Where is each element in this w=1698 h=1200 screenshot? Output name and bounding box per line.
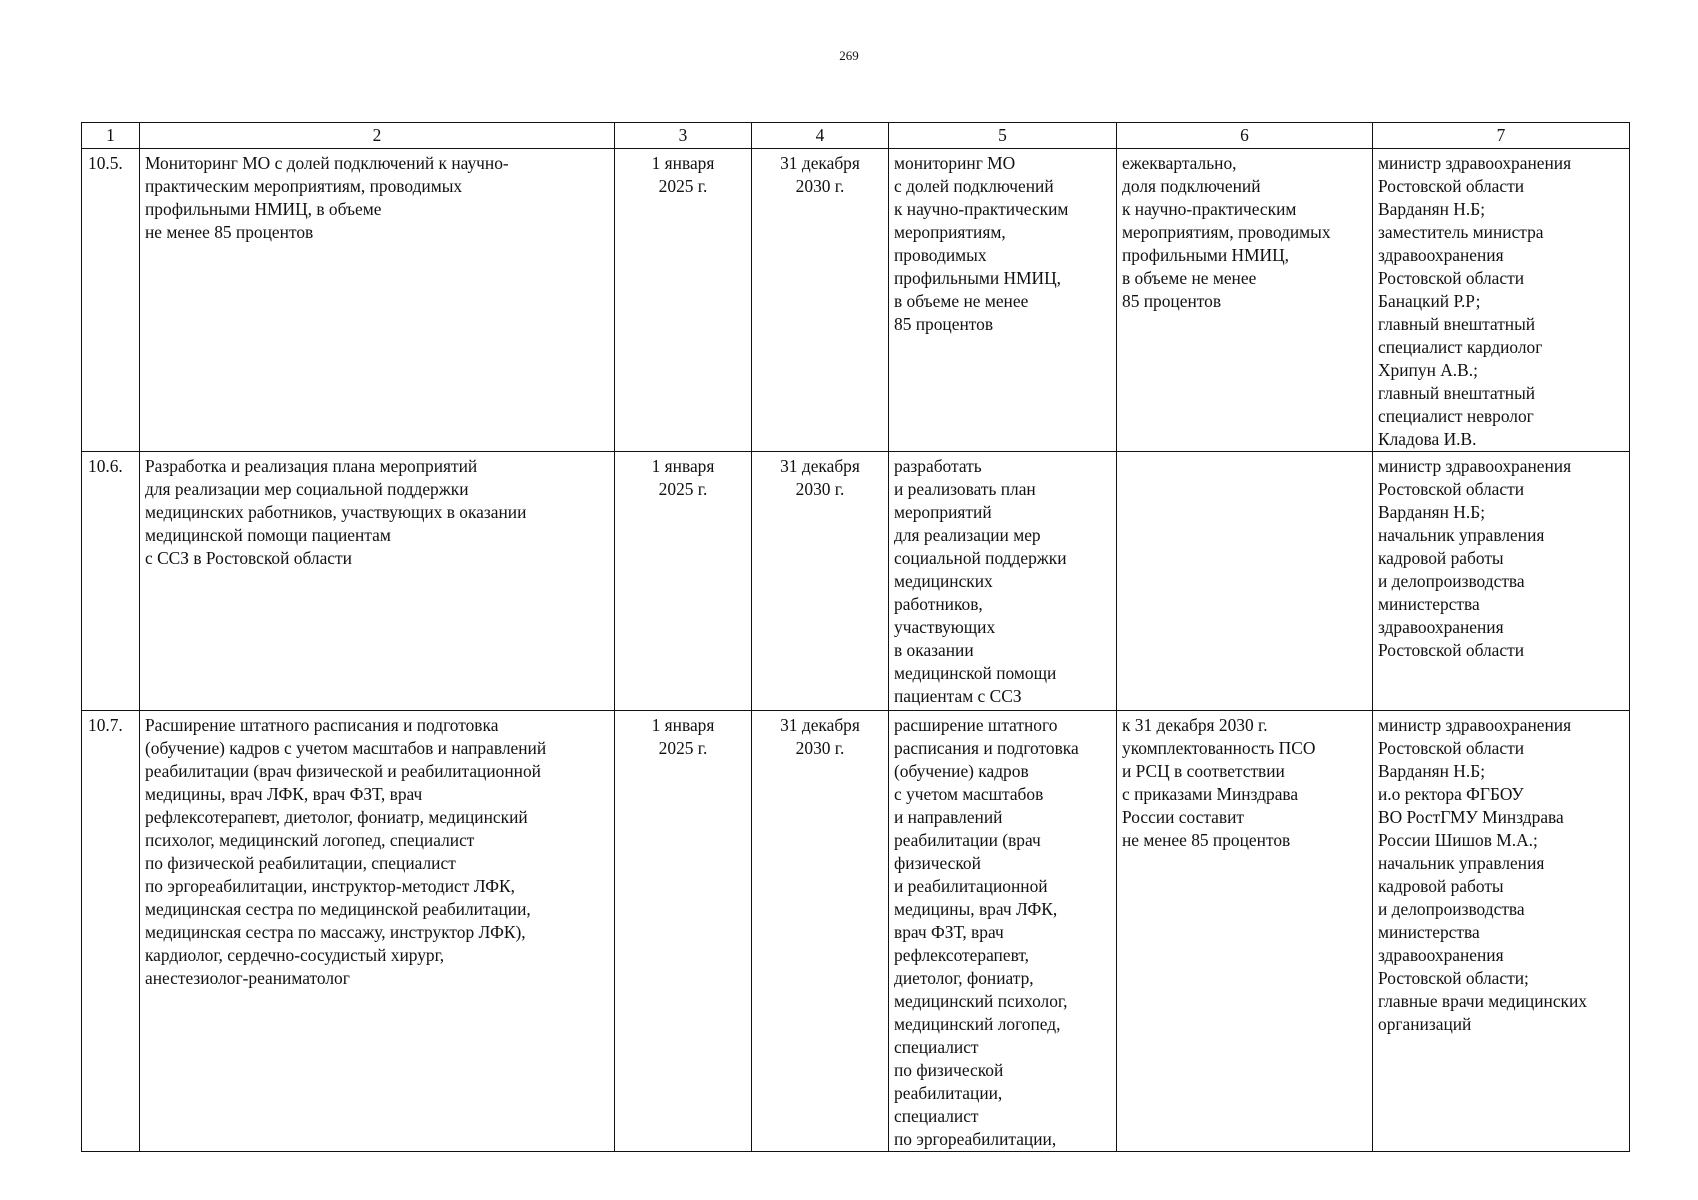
column-header-7: 7 bbox=[1373, 123, 1630, 149]
result-cell: разработать и реализовать план мероприятий для реализации мер социальной поддержки медицинских работников, участвующих в оказании медицинской помощи пациентам с ССЗ bbox=[889, 452, 1117, 711]
column-header-2: 2 bbox=[140, 123, 615, 149]
indicator-cell: ежеквартально, доля подключений к научно-практическим мероприятиям, проводимых профильными НМИЦ, в объеме не менее 85 процентов bbox=[1117, 149, 1373, 452]
task-cell: Разработка и реализация плана мероприятий для реализации мер социальной поддержки медицинских работников, участвующих в оказании медицинской помощи пациентам с ССЗ в Ростовской области bbox=[140, 452, 615, 711]
column-header-5: 5 bbox=[889, 123, 1117, 149]
end-date-cell: 31 декабря 2030 г. bbox=[752, 711, 889, 1152]
plan-table bbox=[81, 122, 1630, 1152]
start-date-cell: 1 января 2025 г. bbox=[615, 711, 752, 1152]
column-header-4: 4 bbox=[752, 123, 889, 149]
responsible-cell: министр здравоохранения Ростовской области Варданян Н.Б; и.о ректора ФГБОУ ВО РостГМУ Минздрава России Шишов М.А.; начальник управления кадровой работы и делопроизводства министерства здравоохранения Ростовской области; главные врачи медицинских организаций bbox=[1373, 711, 1630, 1152]
responsible-cell: министр здравоохранения Ростовской области Варданян Н.Б; заместитель министра здравоохранения Ростовской области Банацкий Р.Р; главный внештатный специалист кардиолог Хрипун А.В.; главный внештатный специалист невролог Кладова И.В. bbox=[1373, 149, 1630, 452]
end-date-cell: 31 декабря 2030 г. bbox=[752, 149, 889, 452]
row-number: 10.6. bbox=[82, 452, 140, 711]
column-header-3: 3 bbox=[615, 123, 752, 149]
indicator-cell: к 31 декабря 2030 г. укомплектованность ПСО и РСЦ в соответствии с приказами Минздрава России составит не менее 85 процентов bbox=[1117, 711, 1373, 1152]
result-cell: расширение штатного расписания и подготовка (обучение) кадров с учетом масштабов и направлений реабилитации (врач физической и реабилитационной медицины, врач ЛФК, врач ФЗТ, врач рефлексотерапевт, диетолог, фониатр, медицинский психолог, медицинский логопед, специалист по физической реабилитации, специалист по эргореабилитации, bbox=[889, 711, 1117, 1152]
row-number: 10.7. bbox=[82, 711, 140, 1152]
start-date-cell: 1 января 2025 г. bbox=[615, 452, 752, 711]
table-row bbox=[82, 149, 1630, 452]
task-cell: Расширение штатного расписания и подготовка (обучение) кадров с учетом масштабов и направлений реабилитации (врач физической и реабилитационной медицины, врач ЛФК, врач ФЗТ, врач рефлексотерапевт, диетолог, фониатр, медицинский психолог, медицинский логопед, специалист по физической реабилитации, специалист по эргореабилитации, инструктор-методист ЛФК, медицинская сестра по медицинской реабилитации, медицинская сестра по массажу, инструктор ЛФК), кардиолог, сердечно-сосудистый хирург, анестезиолог-реаниматолог bbox=[140, 711, 615, 1152]
column-header-6: 6 bbox=[1117, 123, 1373, 149]
end-date-cell: 31 декабря 2030 г. bbox=[752, 452, 889, 711]
responsible-cell: министр здравоохранения Ростовской области Варданян Н.Б; начальник управления кадровой работы и делопроизводства министерства здравоохранения Ростовской области bbox=[1373, 452, 1630, 711]
result-cell: мониторинг МО с долей подключений к научно-практическим мероприятиям, проводимых профильными НМИЦ, в объеме не менее 85 процентов bbox=[889, 149, 1117, 452]
table-row bbox=[82, 452, 1630, 711]
column-header-1: 1 bbox=[82, 123, 140, 149]
row-number: 10.5. bbox=[82, 149, 140, 452]
column-number-row bbox=[82, 123, 1630, 149]
indicator-cell bbox=[1117, 452, 1373, 711]
task-cell: Мониторинг МО с долей подключений к научно- практическим мероприятиям, проводимых профильными НМИЦ, в объеме не менее 85 процентов bbox=[140, 149, 615, 452]
start-date-cell: 1 января 2025 г. bbox=[615, 149, 752, 452]
page-number: 269 bbox=[839, 48, 859, 63]
table-row bbox=[82, 711, 1630, 1152]
